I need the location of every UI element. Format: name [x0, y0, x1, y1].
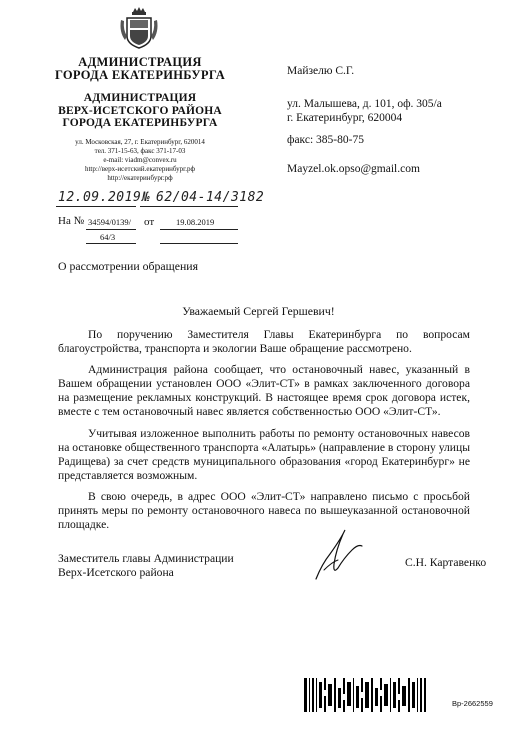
body-paragraph: По поручению Заместителя Главы Екатеринбурга по вопросам благоустройства, транспорта и экологии Ваше обращение рассмотрено.	[58, 328, 470, 356]
recipient-name: Майзелю С.Г.	[287, 65, 355, 77]
city-coat-of-arms-emblem	[119, 6, 159, 50]
handwritten-reg-number: 62/04-14/3182	[156, 190, 265, 205]
from-label: от	[144, 216, 155, 228]
sender-dept-line1: АДМИНИСТРАЦИЯ	[83, 92, 197, 104]
blank-underline	[160, 243, 238, 244]
sender-dept-line2: ВЕРХ-ИСЕТСКОГО РАЙОНА	[58, 104, 222, 117]
sender-phones: тел. 371-15-63, факс 371-17-03	[94, 147, 186, 155]
sender-org	[50, 56, 230, 82]
signatory-position	[58, 552, 234, 580]
handwritten-no-label: №	[142, 190, 151, 205]
letter-subject: О рассмотрении обращения	[58, 259, 199, 273]
sender-site-1: http://верх-исетский.екатеринбург.рф	[84, 165, 195, 173]
sender-dept-line3: ГОРОДА ЕКАТЕРИНБУРГА	[62, 117, 218, 129]
recipient-address-line2: г. Екатеринбург, 620004	[287, 112, 403, 124]
incoming-number-underline	[86, 229, 136, 230]
signatory-name: С.Н. Картавенко	[405, 556, 487, 569]
incoming-number-2-underline	[86, 243, 136, 244]
incoming-number-2: 64/3	[100, 232, 116, 242]
barcode-number: Вр-2662559	[452, 699, 493, 708]
incoming-date-underline	[160, 229, 238, 230]
letter-body	[58, 328, 470, 539]
incoming-date: 19.08.2019	[176, 217, 215, 227]
document-barcode	[304, 678, 426, 712]
body-paragraph: В свою очередь, в адрес ООО «Элит-СТ» направлено письмо с просьбой принять меры по ремонту остановочного навеса по вышеуказанной остановочной площадке.	[58, 489, 470, 532]
body-paragraph: Администрация района сообщает, что остановочный навес, указанный в Вашем обращении установлен ООО «Элит-СТ» в рамках заключенного договора на размещение рекламных конструкций. В настоящее время срок договора истек, вместе с тем остановочный навес является собственностью ООО «Элит-СТ».	[58, 363, 470, 419]
na-label: На №	[58, 215, 85, 227]
handwritten-signature	[308, 524, 368, 586]
sender-dept	[50, 92, 230, 130]
signatory-position-line2: Верх-Исетского района	[58, 566, 174, 580]
reg-number-underline	[140, 206, 238, 207]
sender-email: e-mail: viadm@convex.ru	[103, 156, 177, 164]
sender-org-line1: АДМИНИСТРАЦИЯ	[78, 55, 202, 69]
recipient-address-line1: ул. Малышева, д. 101, оф. 305/а	[287, 98, 442, 110]
handwritten-date: 12.09.2019	[58, 190, 142, 205]
incoming-number: 34594/0139/	[88, 217, 131, 227]
recipient-fax: факс: 385-80-75	[287, 134, 364, 146]
date-underline	[56, 206, 136, 207]
recipient-email: Mayzel.ok.opso@gmail.com	[287, 163, 420, 175]
body-paragraph: Учитывая изложенное выполнить работы по ремонту остановочных навесов на остановке общественного транспорта «Алатырь» (направление в сторону улицы Радищева) за счет средств муниципального образования «город Екатеринбург» не представляется возможным.	[58, 426, 470, 482]
sender-org-line2: ГОРОДА ЕКАТЕРИНБУРГА	[54, 68, 226, 82]
letter-greeting: Уважаемый Сергей Гершевич!	[182, 304, 335, 318]
sender-address: ул. Московская, 27, г. Екатеринбург, 620014	[75, 138, 205, 146]
sender-site-2: http://екатеринбург.рф	[107, 174, 173, 182]
signatory-position-line1: Заместитель главы Администрации	[58, 552, 234, 565]
